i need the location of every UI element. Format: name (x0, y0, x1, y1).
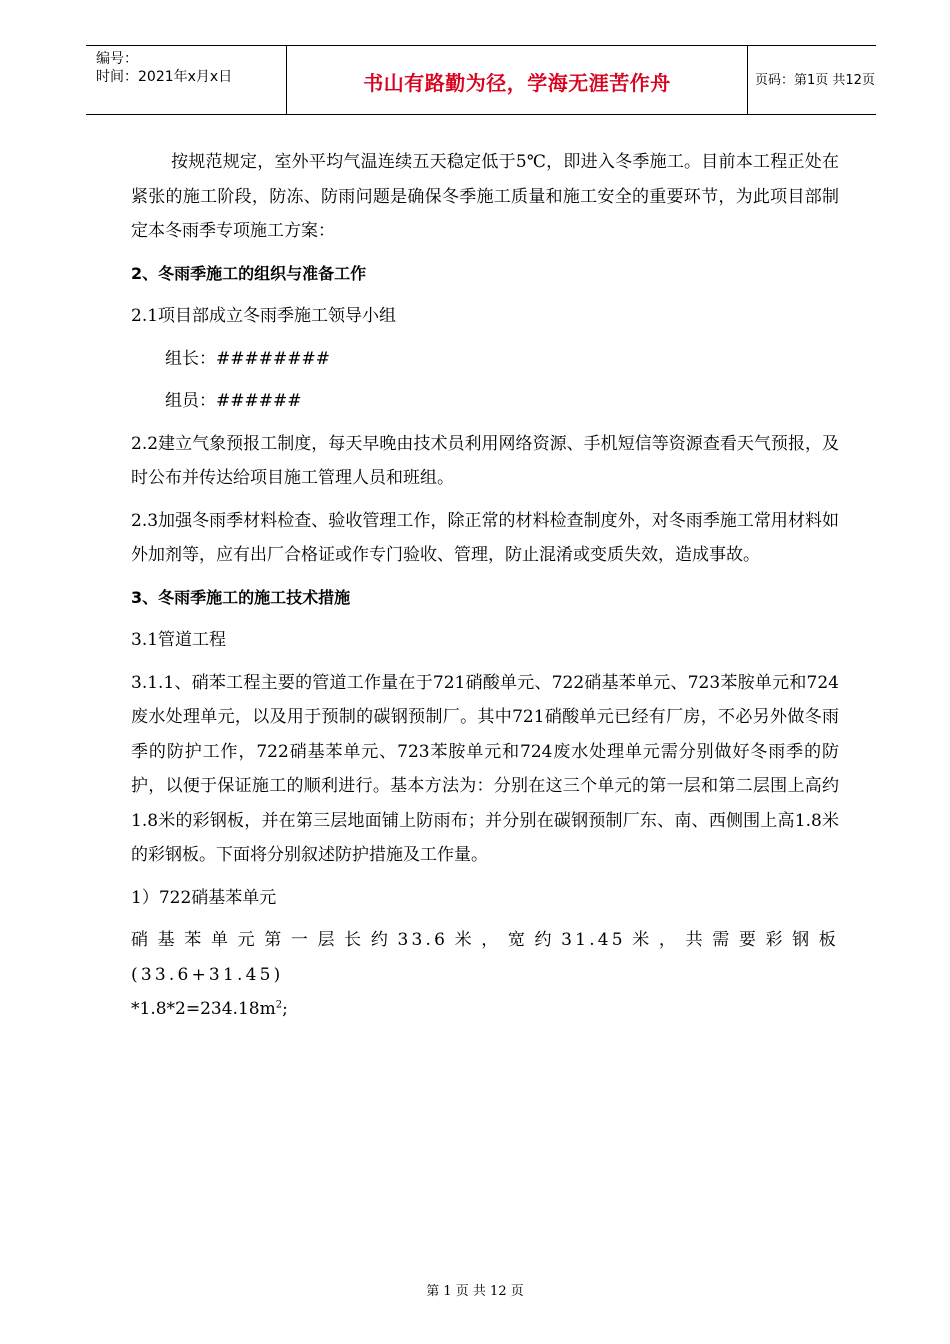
calc-line-1: 硝基苯单元第一层长约33.6米，宽约31.45米，共需要彩钢板(33.6+31.45) (131, 930, 839, 985)
section-2-1: 2.1项目部成立冬雨季施工领导小组 (131, 306, 397, 326)
calculation-paragraph (131, 923, 839, 1027)
header-right-cell (747, 46, 876, 114)
page-header (86, 45, 876, 115)
calc-line-2: *1.8*2=234.18m (131, 999, 276, 1019)
section-2-3: 2.3加强冬雨季材料检查、验收管理工作，除正常的材料检查制度外，对冬雨季施工常用材料如外加剂等，应有出厂合格证或作专门验收、管理，防止混淆或变质失效，造成事故。 (131, 510, 839, 565)
intro-paragraph: 按规范规定，室外平均气温连续五天稳定低于5℃，即进入冬季施工。目前本工程正处在紧张的施工阶段，防冻、防雨问题是确保冬季施工质量和施工安全的重要环节，为此项目部制定本冬雨季专项施工方案： (131, 152, 839, 241)
section-3-1-1: 3.1.1、硝苯工程主要的管道工作量在于721硝酸单元、722硝基苯单元、723苯胺单元和724废水处理单元，以及用于预制的碳钢预制厂。其中721硝酸单元已经有厂房，不必另外做冬雨季的防护工作，722硝基苯单元、723苯胺单元和724废水处理单元需分别做好冬雨季的防护，以便于保证施工的顺利进行。基本方法为：分别在这三个单元的第一层和第二层围上高约1.8米的彩钢板，并在第三层地面铺上防雨布；并分别在碳钢预制厂东、南、西侧围上高1.8米的彩钢板。下面将分别叙述防护措施及工作量。 (131, 672, 839, 865)
calc-line-2-end: ; (282, 999, 288, 1019)
section-3-heading: 3、冬雨季施工的施工技术措施 (131, 587, 351, 607)
item-722-heading: 1）722硝基苯单元 (131, 887, 277, 908)
section-2-2: 2.2建立气象预报工制度，每天早晚由技术员利用网络资源、手机短信等资源查看天气预报，及时公布并传达给项目施工管理人员和班组。 (131, 433, 839, 488)
document-body (131, 145, 839, 1027)
group-members: 组员：###### (165, 391, 302, 411)
motto: 书山有路勤为径，学海无涯苦作舟 (363, 71, 671, 95)
page-footer: 第 1 页 共 12 页 (426, 1284, 524, 1299)
header-left-cell (86, 46, 286, 114)
section-3-1: 3.1管道工程 (131, 630, 227, 650)
group-leader: 组长：######## (165, 348, 330, 369)
calc-superscript: 2 (275, 999, 283, 1011)
header-motto-cell (286, 46, 748, 114)
header-page-info: 页码：第1页 共12页 (755, 73, 875, 88)
time-label: 时间：2021年x月x日 (96, 69, 233, 85)
section-2-heading: 2、冬雨季施工的组织与准备工作 (131, 263, 367, 283)
number-label: 编号： (96, 51, 138, 67)
